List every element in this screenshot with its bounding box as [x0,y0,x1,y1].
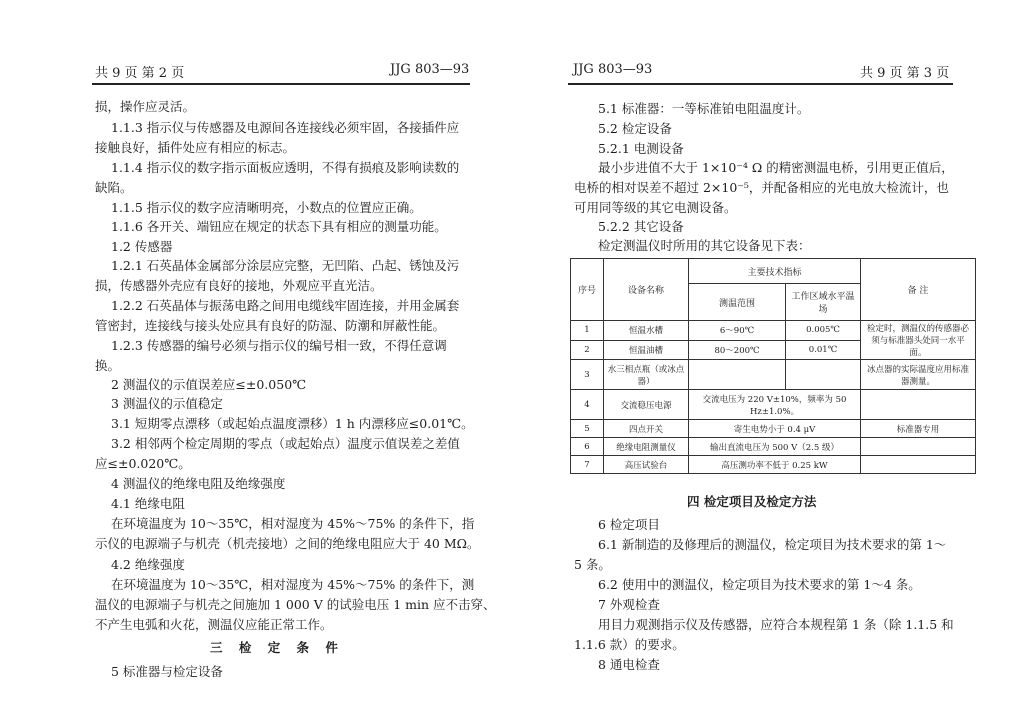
left-page-number: 共 9 页 第 2 页 [95,66,185,81]
cell-name: 绝缘电阻测量仪 [604,438,689,456]
col-header-no: 序号 [571,259,604,321]
cell-name: 恒温水槽 [604,321,689,341]
text-line: 6 检定项目 [598,517,660,532]
text-line: 5 标准器与检定设备 [111,664,223,679]
cell-uniformity: 0.01℃ [786,340,861,360]
text-line: 可用同等级的其它电测设备。 [574,200,737,215]
cell-uniformity: 0.005℃ [786,321,861,341]
text-line: 换。 [95,358,121,373]
cell-no: 4 [571,390,604,420]
cell-spec: 输出直流电压为 500 V（2.5 级） [689,438,861,456]
text-line: 最小步进值不大于 1×10⁻⁴ Ω 的精密测温电桥，引用更正值后， [598,160,954,175]
text-line: 1.2.3 传感器的编号必须与指示仪的编号相一致，不得任意调 [111,338,447,353]
cell-spec: 交流电压为 220 V±10%，频率为 50 Hz±1.0%。 [689,390,861,420]
cell-note: 标准器专用 [861,420,976,438]
text-line: 1.2.1 石英晶体金属部分涂层应完整，无凹陷、凸起、锈蚀及污 [111,258,460,273]
text-line: 6.2 使用中的测温仪，检定项目为技术要求的第 1～4 条。 [598,577,921,592]
text-line: 损，传感器外壳应有良好的接地，外观应平直光洁。 [95,278,383,293]
text-line: 在环境温度为 10～35℃，相对湿度为 45%～75% 的条件下，指 [111,516,475,531]
text-line: 应≤±0.020℃。 [95,456,191,471]
cell-note [861,390,976,420]
text-line: 示仪的电源端子与机壳（机壳接地）之间的绝缘电阻应大于 40 MΩ。 [95,536,480,551]
col-header-spec: 主要技术指标 [689,259,861,284]
text-line: 2 测温仪的示值误差应≤±0.050℃ [111,377,307,392]
cell-note [861,438,976,456]
cell-name: 高压试验台 [604,456,689,474]
cell-name: 水三相点瓶（或冰点器） [604,360,689,390]
equipment-table [570,258,976,474]
right-header-rule [568,83,953,85]
col-header-range: 测温范围 [689,284,786,321]
text-line: 1.1.5 指示仪的数字应清晰明亮，小数点的位置应正确。 [111,200,422,215]
text-line: 6.1 新制造的及修理后的测温仪，检定项目为技术要求的第 1～ [598,537,947,552]
text-line: 温仪的电源端子与机壳之间施加 1 000 V 的试验电压 1 min 应不击穿、 [95,597,496,612]
table-row [571,390,976,420]
text-line: 管密封，连接线与接头处应具有良好的防湿、防潮和屏蔽性能。 [95,318,446,333]
cell-note-merged: 检定时，测温仪的传感器必须与标准器头处同一水平面。 [861,321,976,360]
cell-no: 5 [571,420,604,438]
text-line: 3.1 短期零点漂移（或起始点温度漂移）1 h 内漂移应≤0.01℃。 [111,416,474,431]
text-line: 5.2.2 其它设备 [598,219,684,234]
text-line: 电桥的相对误差不超过 2×10⁻⁵，并配备相应的光电放大检流计，也 [574,180,949,195]
table-row [571,456,976,474]
text-line: 5.1 标准器：一等标准铂电阻温度计。 [598,101,810,116]
text-line: 1.2 传感器 [111,239,173,254]
cell-no: 1 [571,321,604,341]
cell-no: 7 [571,456,604,474]
text-line: 7 外观检查 [598,597,660,612]
text-line: 接触良好，插件处应有相应的标志。 [95,140,296,155]
cell-range: 6～90℃ [689,321,786,341]
cell-no: 2 [571,340,604,360]
text-line: 缺陷。 [95,180,133,195]
text-line: 在环境温度为 10～35℃，相对湿度为 45%～75% 的条件下，测 [111,577,475,592]
cell-spec: 高压测功率不低于 0.25 kW [689,456,861,474]
section-title: 三 检 定 条 件 [210,640,344,655]
text-line: 5.2 检定设备 [598,121,672,136]
cell-name: 交流稳压电源 [604,390,689,420]
text-line: 1.2.2 石英晶体与振荡电路之间用电缆线牢固连接，并用金属套 [111,298,460,313]
text-line: 3.2 相邻两个检定周期的零点（或起始点）温度示值误差之差值 [111,436,460,451]
cell-no: 6 [571,438,604,456]
text-line: 5.2.1 电测设备 [598,141,684,156]
section-title: 四 检定项目及检定方法 [687,494,817,509]
text-line: 1.1.3 指示仪与传感器及电源间各连接线必须牢固，各接插件应 [111,120,460,135]
cell-note: 冰点器的实际温度应用标准器测量。 [861,360,976,390]
text-line: 不产生电弧和火花，测温仪应能正常工作。 [95,617,333,632]
left-standard-code: JJG 803—93 [390,62,470,77]
cell-name: 恒温油槽 [604,340,689,360]
text-line: 4.2 绝缘强度 [111,557,185,572]
text-line: 损，操作应灵活。 [95,99,196,114]
cell-range [689,360,786,390]
col-header-note: 备 注 [861,259,976,321]
text-line: 检定测温仪时所用的其它设备见下表： [598,238,811,253]
text-line: 1.1.6 各开关、端钮应在规定的状态下具有相应的测量功能。 [111,219,447,234]
cell-no: 3 [571,360,604,390]
text-line: 8 通电检查 [598,657,660,672]
table-row [571,360,976,390]
right-standard-code: JJG 803—93 [573,62,653,77]
col-header-uniformity: 工作区域水平温场 [786,284,861,321]
cell-spec: 寄生电势小于 0.4 μV [689,420,861,438]
right-page-number: 共 9 页 第 3 页 [860,66,950,81]
cell-uniformity [786,360,861,390]
text-line: 4 测温仪的绝缘电阻及绝缘强度 [111,476,286,491]
table-row [571,321,976,341]
col-header-name: 设备名称 [604,259,689,321]
table-row [571,420,976,438]
table-row [571,438,976,456]
left-header-rule [92,83,470,85]
text-line: 用目力观测指示仪及传感器，应符合本规程第 1 条（除 1.1.5 和 [598,617,954,632]
cell-note [861,456,976,474]
text-line: 1.1.4 指示仪的数字指示面板应透明，不得有损痕及影响读数的 [111,160,460,175]
cell-name: 四点开关 [604,420,689,438]
text-line: 5 条。 [574,557,611,572]
text-line: 4.1 绝缘电阻 [111,496,185,511]
text-line: 1.1.6 款）的要求。 [574,637,685,652]
text-line: 3 测温仪的示值稳定 [111,396,223,411]
cell-range: 80～200℃ [689,340,786,360]
